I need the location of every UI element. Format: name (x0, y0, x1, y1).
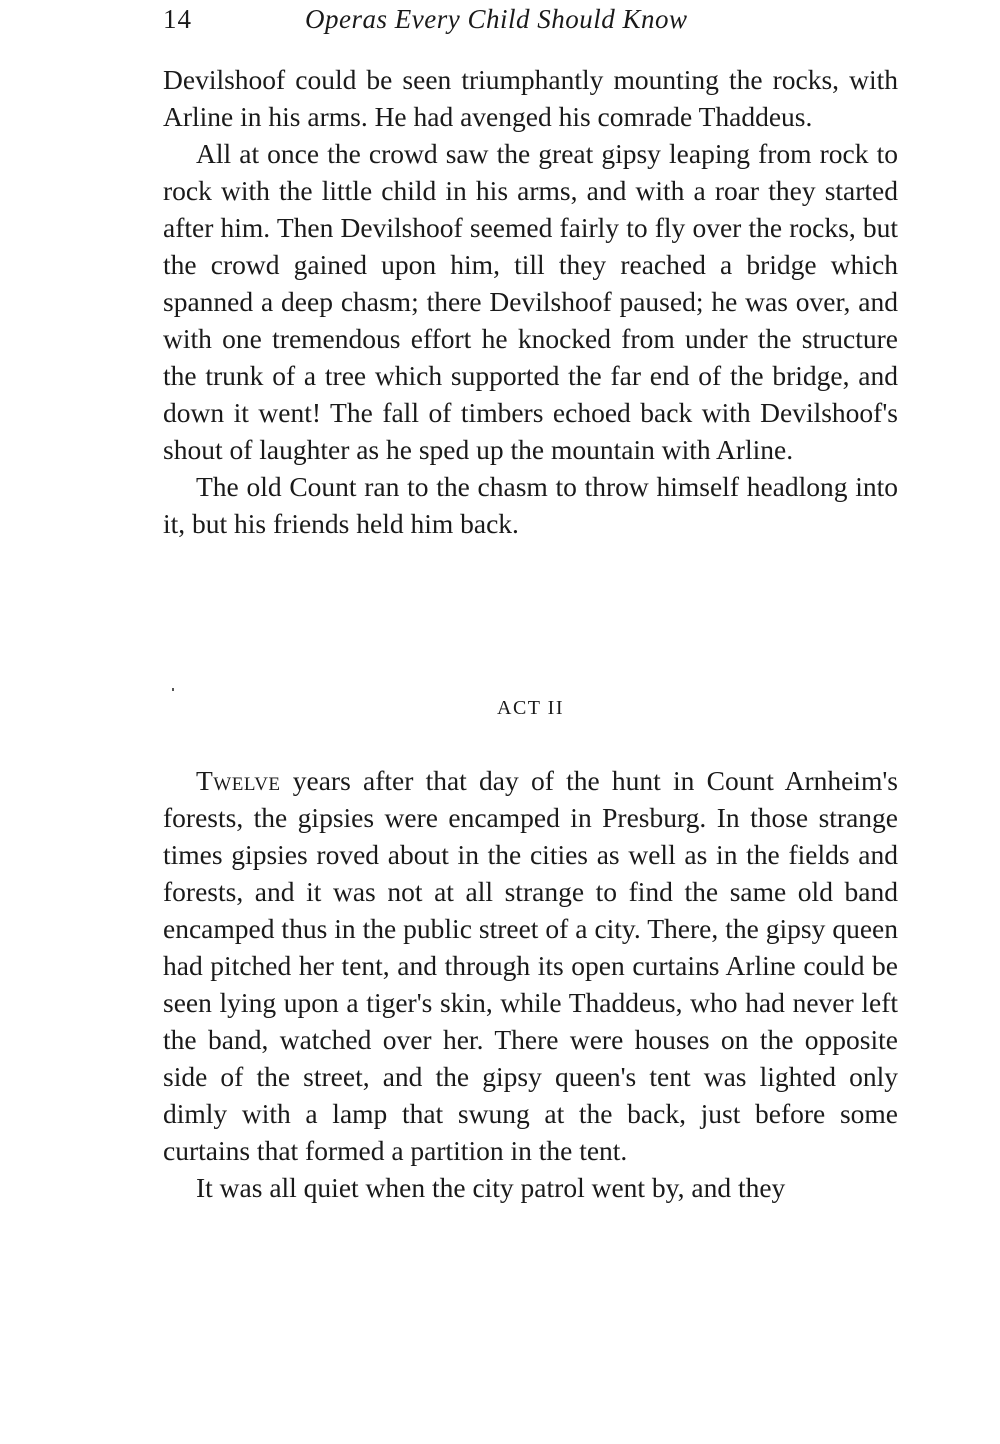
act-heading: ACT II (497, 697, 564, 719)
stray-ink-mark (172, 688, 174, 691)
paragraph: Devilshoof could be seen triumphantly mounting the rocks, with Arline in his arms. He had avenged his comrade Thaddeus. (163, 64, 898, 132)
paragraph (163, 762, 898, 1169)
paragraph: The old Count ran to the chasm to throw himself headlong into it, but his friends held him back. (163, 471, 898, 539)
paragraph-text: years after that day of the hunt in Count Arnheim's forests, the gipsies were encamped in Presburg. In those strange times gipsies roved about in the cities as well as in the fields and forests, and it was not at all strange to find the same old band encamped thus in the public street of a city. There, the gipsy queen had pitched her tent, and through its open curtains Arline could be seen lying upon a tiger's skin, while Thaddeus, who had never left the band, watched over her. There were houses on the opposite side of the street, and the gipsy queen's tent was lighted only dimly with a lamp that swung at the back, just before some curtains that formed a partition in the tent. (163, 765, 898, 1166)
paragraph: All at once the crowd saw the great gipsy leaping from rock to rock with the little child in his arms, and with a roar they started after him. Then Devilshoof seemed fairly to fly over the rocks, but the crowd gained upon him, till they reached a bridge which spanned a deep chasm; there Devilshoof paused; he was over, and with one tremendous effort he knocked from under the structure the trunk of a tree which supported the far end of the bridge, and down it went! The fall of timbers echoed back with Devilshoof's shout of laughter as he sped up the mountain with Arline. (163, 138, 898, 465)
page-header (163, 4, 903, 40)
section-2-text (163, 762, 898, 1206)
running-title: Operas Every Child Should Know (305, 4, 688, 34)
page-number: 14 (163, 4, 192, 34)
opening-word: Twelve (196, 765, 281, 796)
paragraph: It was all quiet when the city patrol went by, and they (196, 1172, 786, 1203)
section-1-text (163, 61, 898, 542)
